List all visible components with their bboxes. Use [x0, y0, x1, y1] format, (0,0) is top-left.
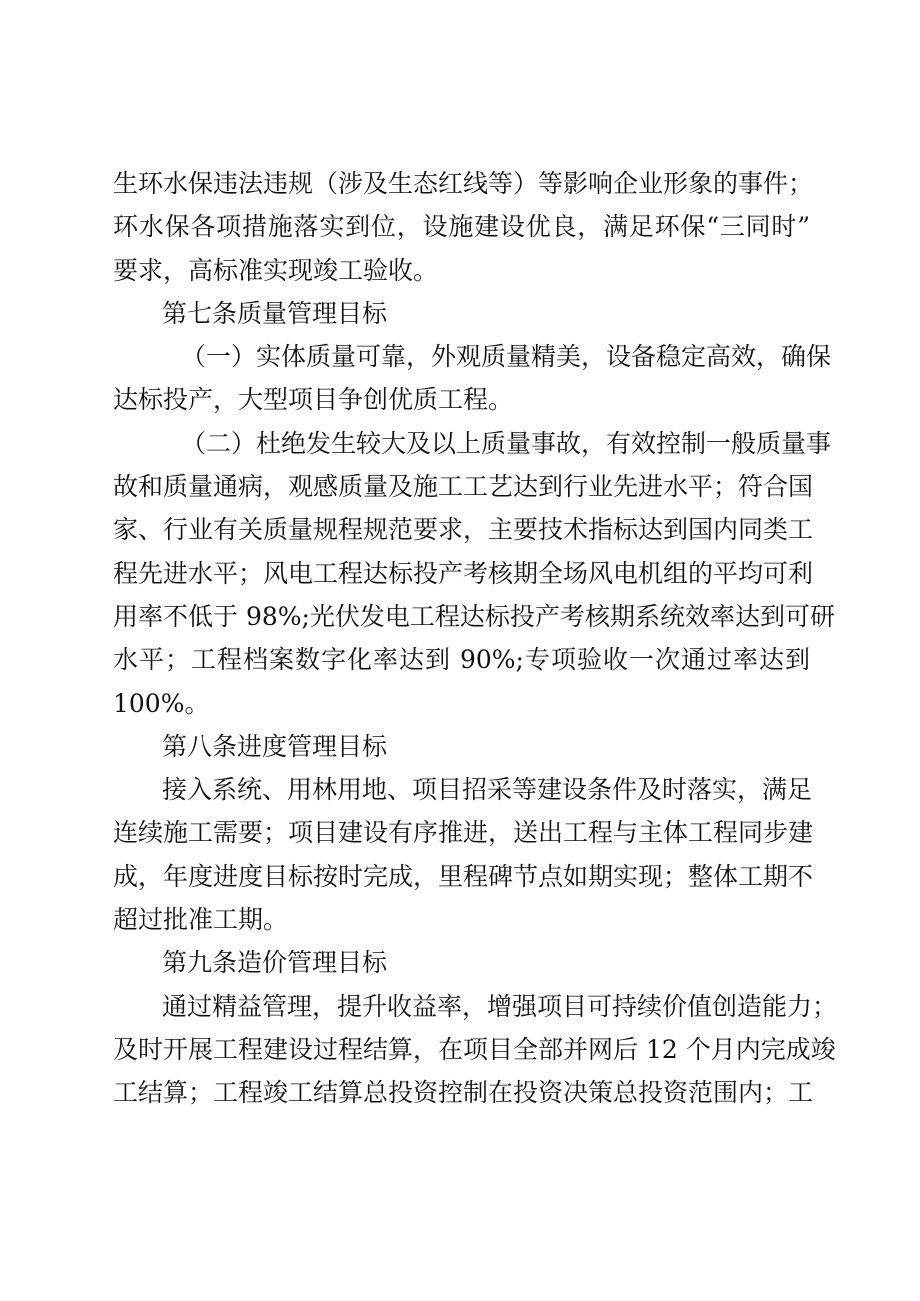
body-line: 连续施工需要；项目建设有序推进，送出工程与主体工程同步建: [113, 818, 814, 848]
body-line: 达标投产，大型项目争创优质工程。: [113, 385, 514, 415]
body-line: 成，年度进度目标按时完成，里程碑节点如期实现；整体工期不: [113, 861, 814, 891]
document-page: [113, 162, 838, 1115]
body-line: 接入系统、用林用地、项目招采等建设条件及时落实，满足: [162, 775, 813, 805]
article-9-heading: 第九条造价管理目标: [162, 948, 388, 978]
body-line: 超过批准工期。: [113, 905, 289, 935]
body-line: （一）实体质量可靠，外观质量精美，设备稳定高效，确保: [181, 342, 832, 372]
body-line: 用率不低于 98%;光伏发电工程达标投产考核期系统效率达到可研: [113, 601, 835, 631]
article-7-heading: 第七条质量管理目标: [162, 298, 388, 328]
body-line: （二）杜绝发生较大及以上质量事故，有效控制一般质量事: [181, 428, 832, 458]
body-line: 环水保各项措施落实到位，设施建设优良，满足环保“三同时”: [113, 212, 810, 242]
body-line: 家、行业有关质量规程规范要求，主要技术指标达到国内同类工: [113, 515, 814, 545]
body-line: 工结算；工程竣工结算总投资控制在投资决策总投资范围内；工: [113, 1078, 814, 1108]
body-line: 通过精益管理，提升收益率，增强项目可持续价值创造能力；: [162, 991, 838, 1021]
body-line: 要求，高标准实现竣工验收。: [113, 255, 439, 285]
body-line: 故和质量通病，观感质量及施工工艺达到行业先进水平；符合国: [113, 472, 814, 502]
body-line: 100%。: [113, 688, 210, 718]
body-line: 程先进水平；风电工程达标投产考核期全场风电机组的平均可利: [113, 558, 814, 588]
body-line: 生环水保违法违规（涉及生态红线等）等影响企业形象的事件；: [113, 169, 814, 198]
article-8-heading: 第八条进度管理目标: [162, 731, 388, 761]
body-line: 水平；工程档案数字化率达到 90%;专项验收一次通过率达到: [113, 645, 810, 675]
body-line: 及时开展工程建设过程结算，在项目全部并网后 12 个月内完成竣: [113, 1034, 836, 1064]
